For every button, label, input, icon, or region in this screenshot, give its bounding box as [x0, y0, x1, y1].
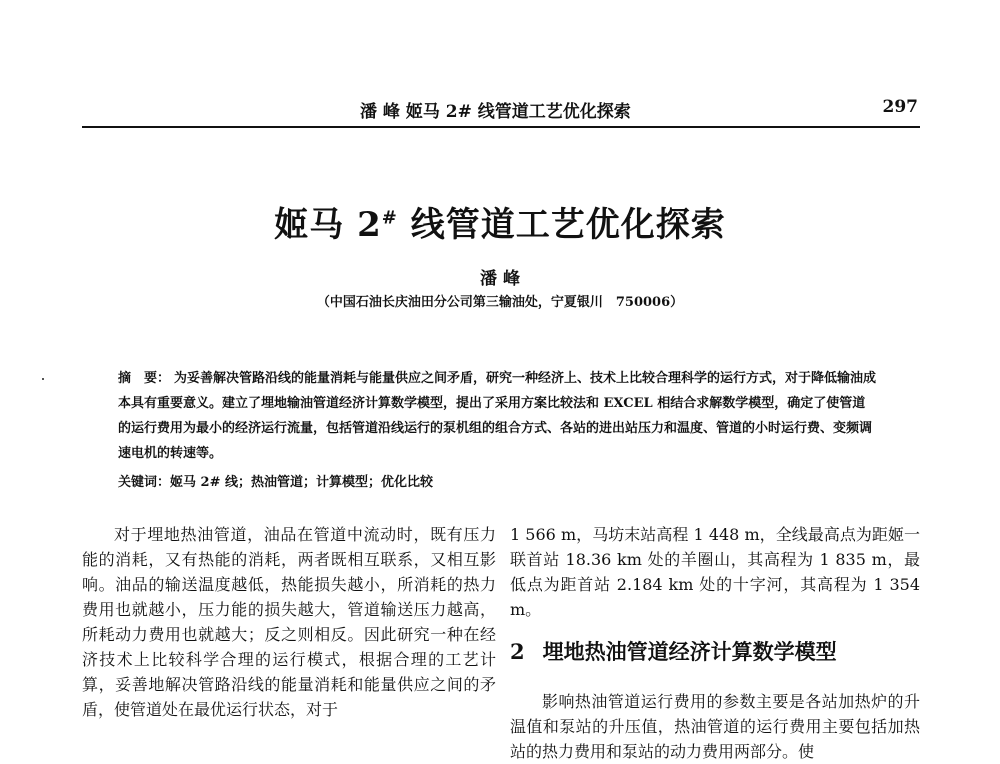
abstract-label: 摘 要：: [118, 371, 171, 386]
section-title: 埋地热油管道经济计算数学模型: [542, 639, 837, 664]
title-suffix: 线管道工艺优化探索: [397, 205, 726, 245]
header-rule: [82, 126, 920, 128]
title-prefix: 姬马 2: [274, 205, 382, 245]
abstract-text: 为妥善解决管路沿线的能量消耗与能量供应之间矛盾，研究一种经济上、技术上比较合理科学的运行方式，对于降低输油成本具有重要意义。建立了埋地输油管道经济计算数学模型，提出了采用方案比较法和 EXCEL 相结合求解数学模型，确定了使管道的运行费用为最小的经济运行流量，包括管道沿线运行的泵机组的组合方式、各站的进出站压力和温度、管道的小时运行费、变频调速电机的转速等。: [118, 371, 877, 461]
body-left-paragraph: 对于埋地热油管道，油品在管道中流动时，既有压力能的消耗，又有热能的消耗，两者既相互联系，又相互影响。油品的输送温度越低，热能损失越小，所消耗的热力费用也就越小，压力能的损失越大，管道输送压力越高，所耗动力费用也就越大；反之则相反。因此研究一种在经济技术上比较科学合理的运行模式，根据合理的工艺计算，妥善地解决管路沿线的能量消耗和能量供应之间的矛盾，使管道处在最优运行状态，对于: [82, 525, 496, 719]
title-superscript: #: [381, 207, 398, 229]
author: 潘 峰: [480, 269, 520, 289]
paper-title: [0, 197, 1000, 246]
section-number: 2: [510, 639, 525, 664]
keywords: [118, 471, 878, 490]
running-header-title: 潘 峰 姬马 2# 线管道工艺优化探索: [360, 102, 631, 122]
margin-mark: [42, 378, 44, 380]
section-heading: [510, 636, 837, 666]
keywords-label: 关键词：: [118, 475, 171, 490]
body-right-paragraph-1: 1 566 m，马坊末站高程 1 448 m，全线最高点为距姬一联首站 18.36 km 处的羊圈山，其高程为 1 835 m，最低点为距首站 2.184 km 处的十字河，其高程为 1 354 m。: [510, 525, 920, 619]
keywords-text: 姬马 2# 线；热油管道；计算模型；优化比较: [170, 475, 434, 490]
body-right-paragraph-2: 影响热油管道运行费用的参数主要是各站加热炉的升温值和泵站的升压值，热油管道的运行费用主要包括加热站的热力费用和泵站的动力费用两部分。使: [510, 692, 920, 761]
affiliation: （中国石油长庆油田分公司第三输油处，宁夏银川 750006）: [316, 295, 684, 310]
abstract: [118, 366, 878, 466]
page-number: 297: [882, 97, 918, 117]
